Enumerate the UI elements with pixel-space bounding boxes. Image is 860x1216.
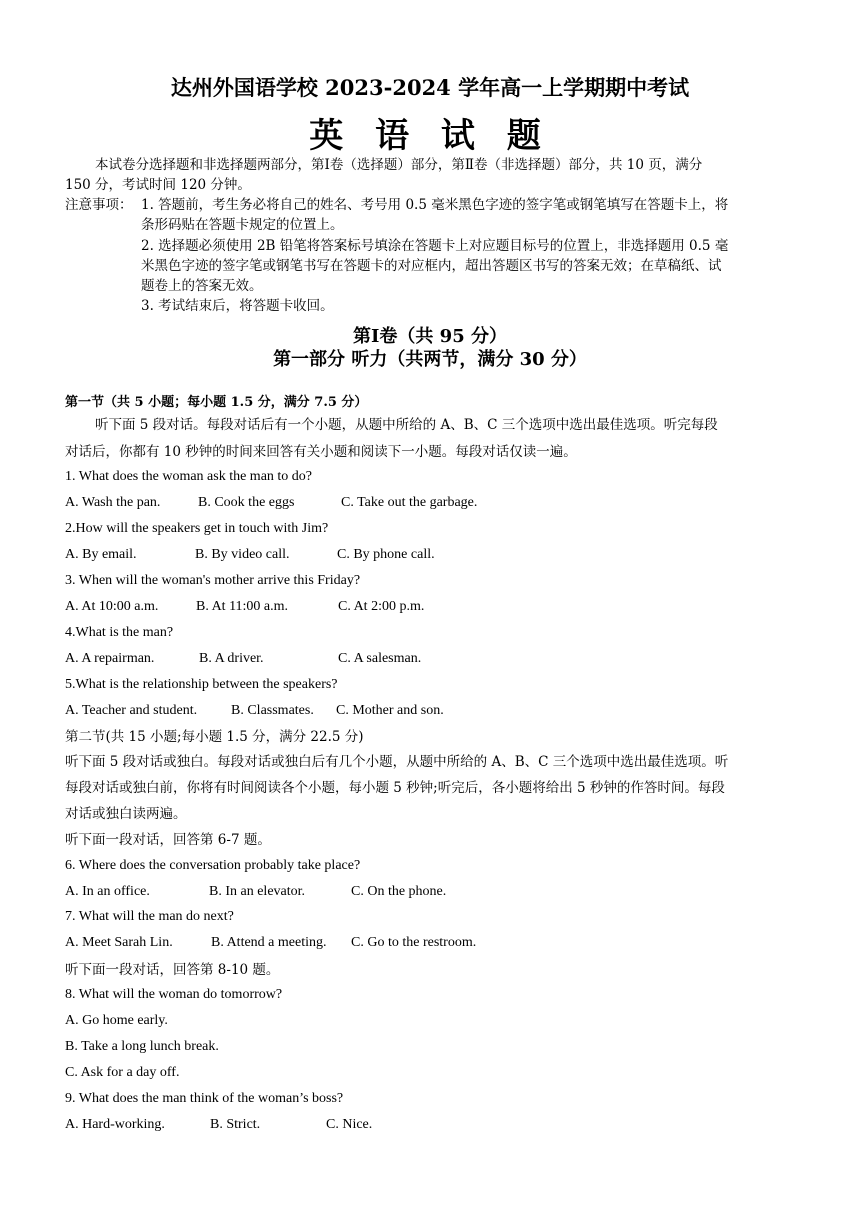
question-5: 5.What is the relationship between the speakers? bbox=[65, 677, 338, 692]
dialog-instr-6-7: 听下面一段对话，回答第 6-7 题。 bbox=[65, 832, 271, 848]
note-2c: 题卷上的答案无效。 bbox=[141, 278, 263, 294]
q6-option-a: A. In an office. bbox=[65, 884, 150, 899]
q9-option-c: C. Nice. bbox=[326, 1117, 373, 1132]
question-2: 2.How will the speakers get in touch with Jim? bbox=[65, 521, 329, 536]
note-2a: 2. 选择题必须使用 2B 铅笔将答案标号填涂在答题卡上对应题目标号的位置上，非选择题用 0.5 毫 bbox=[141, 238, 729, 254]
notes-label: 注意事项： bbox=[65, 197, 133, 213]
question-4: 4.What is the man? bbox=[65, 625, 174, 640]
q2-option-a: A. By email. bbox=[65, 547, 137, 562]
q7-option-c: C. Go to the restroom. bbox=[351, 935, 477, 950]
q2-option-b: B. By video call. bbox=[195, 547, 290, 562]
section2-instr-3: 对话或独白读两遍。 bbox=[65, 806, 187, 822]
q4-option-a: A. A repairman. bbox=[65, 651, 155, 666]
q7-option-b: B. Attend a meeting. bbox=[211, 935, 327, 950]
q7-option-a: A. Meet Sarah Lin. bbox=[65, 935, 173, 950]
q4-option-c: C. A salesman. bbox=[338, 651, 422, 666]
note-3: 3. 考试结束后，将答题卡收回。 bbox=[141, 298, 334, 314]
exam-title: 达州外国语学校 2023-2024 学年高一上学期期中考试 bbox=[170, 75, 690, 100]
q9-option-a: A. Hard-working. bbox=[65, 1117, 165, 1132]
q1-option-c: C. Take out the garbage. bbox=[341, 495, 478, 510]
question-7: 7. What will the man do next? bbox=[65, 909, 234, 924]
note-1b: 条形码贴在答题卡规定的位置上。 bbox=[141, 217, 344, 233]
q3-option-a: A. At 10:00 a.m. bbox=[65, 599, 159, 614]
section2-instr-1: 听下面 5 段对话或独白。每段对话或独白后有几个小题，从题中所给的 A、B、C 三个选项中选出最佳选项。听 bbox=[65, 754, 729, 770]
q4-option-b: B. A driver. bbox=[199, 651, 264, 666]
q6-option-c: C. On the phone. bbox=[351, 884, 447, 899]
part-heading: 第一部分 听力（共两节，满分 30 分） bbox=[273, 349, 587, 370]
section1-heading: 第一节（共 5 小题；每小题 1.5 分，满分 7.5 分） bbox=[65, 395, 368, 410]
q1-option-b: B. Cook the eggs bbox=[198, 495, 295, 510]
volume-heading: 第Ⅰ卷（共 95 分） bbox=[352, 326, 507, 347]
q2-option-c: C. By phone call. bbox=[337, 547, 435, 562]
section2-heading: 第二节(共 15 小题;每小题 1.5 分，满分 22.5 分) bbox=[65, 729, 364, 745]
q8-option-b: B. Take a long lunch break. bbox=[65, 1039, 219, 1054]
note-1a: 1. 答题前，考生务必将自己的姓名、考号用 0.5 毫米黑色字迹的签字笔或钢笔填写在答题卡上，将 bbox=[141, 197, 729, 213]
q5-option-b: B. Classmates. bbox=[231, 703, 314, 718]
q5-option-c: C. Mother and son. bbox=[336, 703, 444, 718]
question-8: 8. What will the woman do tomorrow? bbox=[65, 987, 283, 1002]
question-9: 9. What does the man think of the woman’s boss? bbox=[65, 1091, 344, 1106]
exam-subject: 英 语 试 题 bbox=[309, 116, 551, 156]
q8-option-a: A. Go home early. bbox=[65, 1013, 168, 1028]
note-2b: 米黑色字迹的签字笔或钢笔书写在答题卡的对应框内，超出答题区书写的答案无效；在草稿纸、试 bbox=[141, 258, 722, 274]
question-1: 1. What does the woman ask the man to do? bbox=[65, 469, 313, 484]
question-6: 6. Where does the conversation probably take place? bbox=[65, 858, 361, 873]
q8-option-c: C. Ask for a day off. bbox=[65, 1065, 180, 1080]
section2-instr-2: 每段对话或独白前，你将有时间阅读各个小题，每小题 5 秒钟;听完后，各小题将给出 5 秒钟的作答时间。每段 bbox=[65, 780, 725, 796]
question-3: 3. When will the woman's mother arrive this Friday? bbox=[65, 573, 361, 588]
intro-line-2: 150 分，考试时间 120 分钟。 bbox=[65, 177, 251, 193]
q9-option-b: B. Strict. bbox=[210, 1117, 261, 1132]
section1-instr-1: 听下面 5 段对话。每段对话后有一个小题，从题中所给的 A、B、C 三个选项中选出最佳选项。听完每段 bbox=[95, 417, 718, 433]
intro-line-1: 本试卷分选择题和非选择题两部分，第Ⅰ卷（选择题）部分，第Ⅱ卷（非选择题）部分，共 10 页，满分 bbox=[95, 157, 703, 173]
q1-option-a: A. Wash the pan. bbox=[65, 495, 161, 510]
q6-option-b: B. In an elevator. bbox=[209, 884, 306, 899]
q3-option-c: C. At 2:00 p.m. bbox=[338, 599, 425, 614]
q5-option-a: A. Teacher and student. bbox=[65, 703, 198, 718]
q3-option-b: B. At 11:00 a.m. bbox=[196, 599, 289, 614]
section1-instr-2: 对话后，你都有 10 秒钟的时间来回答有关小题和阅读下一小题。每段对话仅读一遍。 bbox=[65, 444, 577, 460]
dialog-instr-8-10: 听下面一段对话，回答第 8-10 题。 bbox=[65, 962, 280, 978]
